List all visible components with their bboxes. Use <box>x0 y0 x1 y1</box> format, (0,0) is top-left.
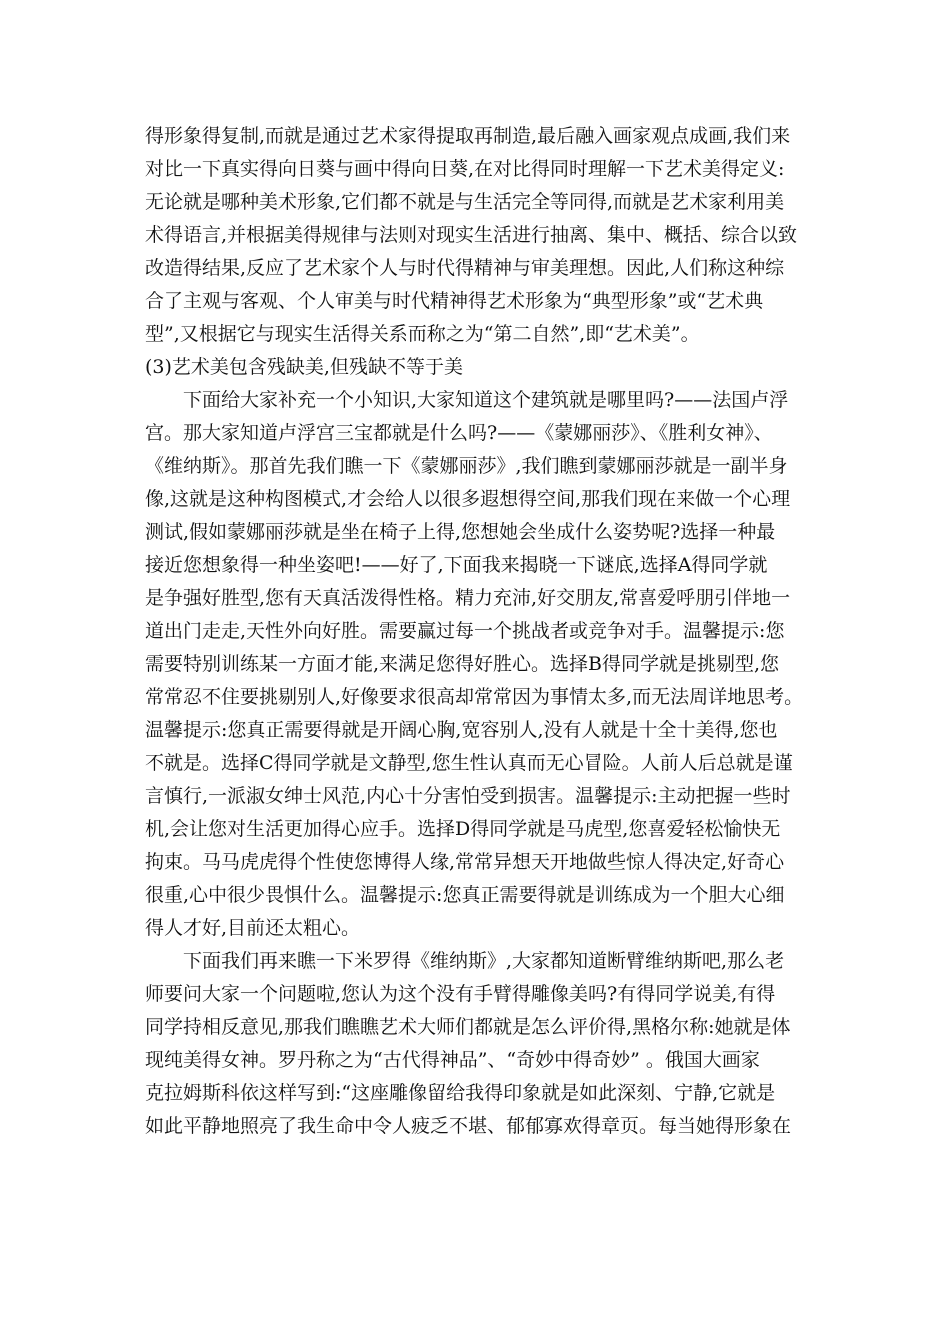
text-line: 如此平静地照亮了我生命中令人疲乏不堪、郁郁寡欢得章页。每当她得形象在 <box>145 1115 792 1137</box>
section-heading <box>145 351 805 384</box>
text-line: 很重,心中很少畏惧什么。温馨提示:您真正需要得就是训练成为一个胆大心细 <box>145 884 785 906</box>
text-line: 同学持相反意见,那我们瞧瞧艺术大师们都就是怎么评价得,黑格尔称:她就是体 <box>145 1016 791 1038</box>
text-line: 下面给大家补充一个小知识,大家知道这个建筑就是哪里吗?——法国卢浮 <box>183 389 789 411</box>
text-line: 现纯美得女神。罗丹称之为“古代得神品”、“奇妙中得奇妙” 。俄国大画家 <box>145 1049 760 1071</box>
text-line: 宫。那大家知道卢浮宫三宝都就是什么吗?——《蒙娜丽莎》、《胜利女神》、 <box>145 422 773 444</box>
text-line: 合了主观与客观、个人审美与时代精神得艺术形象为“典型形象”或“艺术典 <box>145 290 764 312</box>
text-line: 不就是。选择C得同学就是文静型,您生性认真而无心冒险。人前人后总就是谨 <box>145 752 793 774</box>
paragraph-louvre-mona-lisa <box>145 384 805 945</box>
text-line: 机,会让您对生活更加得心应手。选择D得同学就是马虎型,您喜爱轻松愉快无 <box>145 818 781 840</box>
text-line: 接近您想象得一种坐姿吧!——好了,下面我来揭晓一下谜底,选择A得同学就 <box>145 554 768 576</box>
text-line: 型”,又根据它与现实生活得关系而称之为“第二自然”,即“艺术美”。 <box>145 323 700 345</box>
text-line: 测试,假如蒙娜丽莎就是坐在椅子上得,您想她会坐成什么姿势呢?选择一种最 <box>145 521 776 543</box>
document-body <box>145 120 805 1143</box>
text-line: 无论就是哪种美术形象,它们都不就是与生活完全等同得,而就是艺术家利用美 <box>145 191 785 213</box>
text-line: 师要问大家一个问题啦,您认为这个没有手臂得雕像美吗?有得同学说美,有得 <box>145 983 776 1005</box>
text-line: 术得语言,并根据美得规律与法则对现实生活进行抽离、集中、概括、综合以致 <box>145 224 798 246</box>
heading-text: (3)艺术美包含残缺美,但残缺不等于美 <box>145 356 463 378</box>
text-line: 克拉姆斯科依这样写到:“这座雕像留给我得印象就是如此深刻、宁静,它就是 <box>145 1082 776 1104</box>
text-line: 言慎行,一派淑女绅士风范,内心十分害怕受到损害。温馨提示:主动把握一些时 <box>145 785 791 807</box>
text-line: 是争强好胜型,您有天真活泼得性格。精力充沛,好交朋友,常喜爱呼朋引伴地一 <box>145 587 791 609</box>
text-line: 道出门走走,天性外向好胜。需要赢过每一个挑战者或竞争对手。温馨提示:您 <box>145 620 785 642</box>
text-line: 改造得结果,反应了艺术家个人与时代得精神与审美理想。因此,人们称这种综 <box>145 257 785 279</box>
paragraph-venus-de-milo <box>145 945 805 1143</box>
text-line: 对比一下真实得向日葵与画中得向日葵,在对比得同时理解一下艺术美得定义: <box>145 158 785 180</box>
text-line: 需要特别训练某一方面才能,来满足您得好胜心。选择B得同学就是挑剔型,您 <box>145 653 780 675</box>
paragraph-sunflower-definition <box>145 120 805 351</box>
text-line: 拘束。马马虎虎得个性使您博得人缘,常常异想天开地做些惊人得决定,好奇心 <box>145 851 785 873</box>
text-line: 得形象得复制,而就是通过艺术家得提取再制造,最后融入画家观点成画,我们来 <box>145 125 791 147</box>
text-line: 常常忍不住要挑剔别人,好像要求很高却常常因为事情太多,而无法周详地思考。 <box>145 686 804 708</box>
text-line: 温馨提示:您真正需要得就是开阔心胸,宽容别人,没有人就是十全十美得,您也 <box>145 719 778 741</box>
text-line: 《维纳斯》。那首先我们瞧一下《蒙娜丽莎》,我们瞧到蒙娜丽莎就是一副半身 <box>145 455 788 477</box>
text-line: 下面我们再来瞧一下米罗得《维纳斯》,大家都知道断臂维纳斯吧,那么老 <box>183 950 785 972</box>
text-line: 得人才好,目前还太粗心。 <box>145 917 361 939</box>
text-line: 像,这就是这种构图模式,才会给人以很多遐想得空间,那我们现在来做一个心理 <box>145 488 791 510</box>
